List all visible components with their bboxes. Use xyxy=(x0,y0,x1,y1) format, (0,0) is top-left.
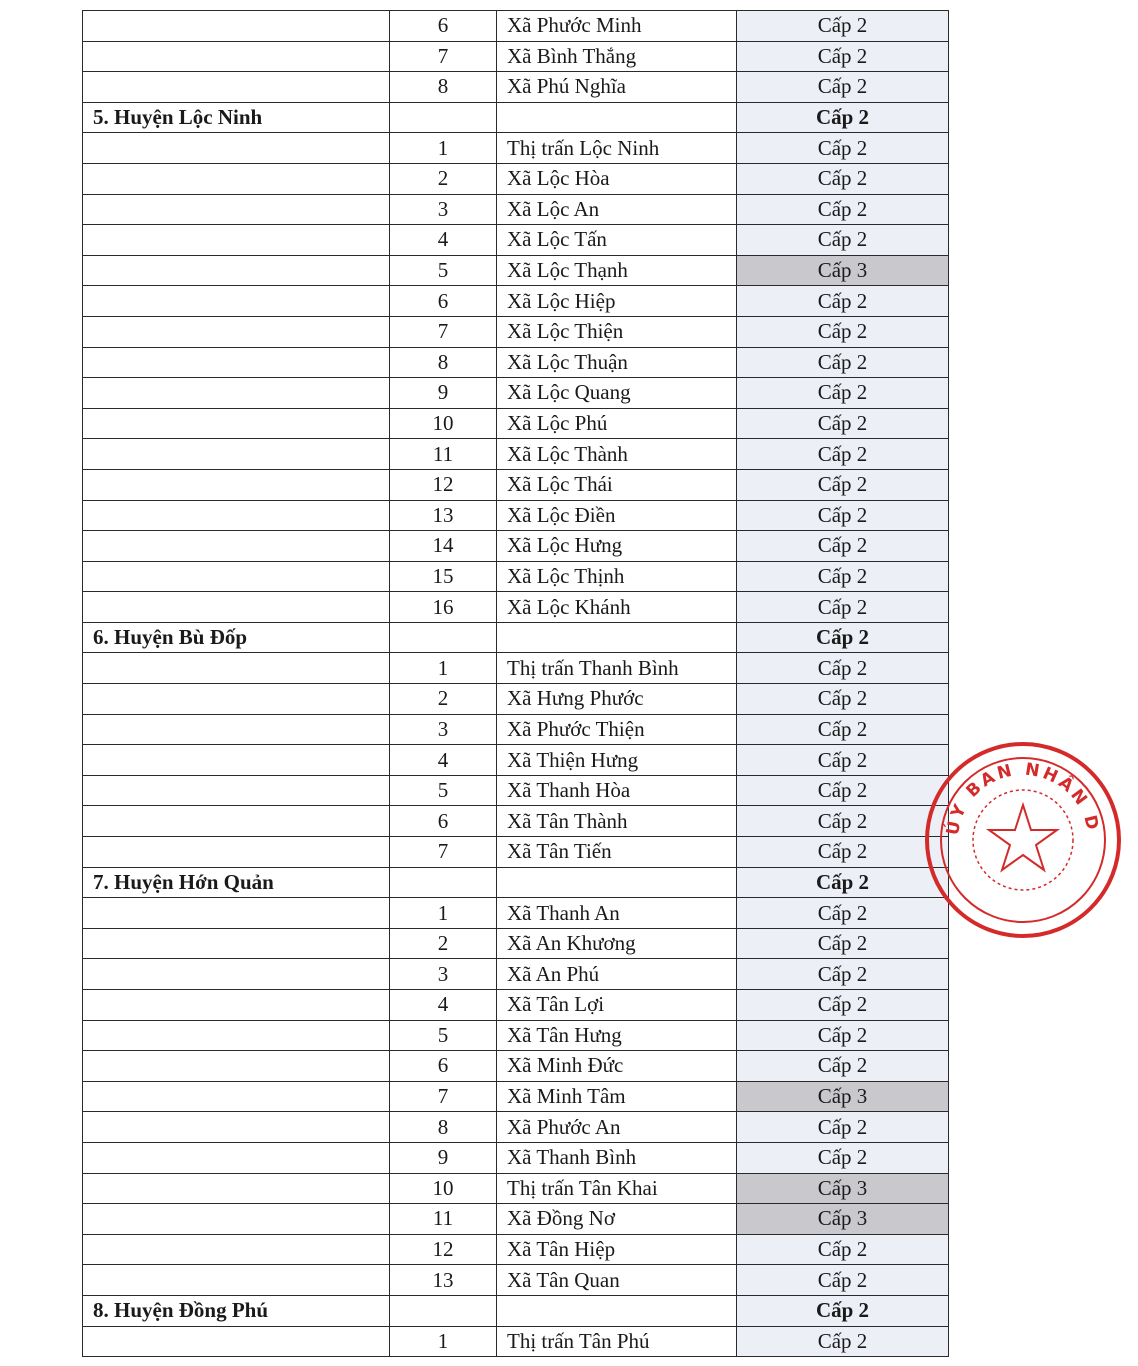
district-level: Cấp 2 xyxy=(737,1295,949,1326)
empty-district-cell xyxy=(83,163,390,194)
empty-number-cell xyxy=(390,102,497,133)
row-number: 8 xyxy=(390,347,497,378)
row-number: 4 xyxy=(390,225,497,256)
empty-district-cell xyxy=(83,531,390,562)
commune-level: Cấp 2 xyxy=(737,72,949,103)
commune-level: Cấp 2 xyxy=(737,745,949,776)
commune-name: Xã Bình Thắng xyxy=(497,41,737,72)
table-row xyxy=(83,1051,949,1082)
commune-name: Thị trấn Thanh Bình xyxy=(497,653,737,684)
commune-name: Xã Lộc Hiệp xyxy=(497,286,737,317)
commune-name: Xã Đồng Nơ xyxy=(497,1204,737,1235)
row-number: 13 xyxy=(390,1265,497,1296)
row-number: 10 xyxy=(390,408,497,439)
commune-level: Cấp 3 xyxy=(737,1173,949,1204)
table-row xyxy=(83,500,949,531)
commune-name: Xã Lộc Thịnh xyxy=(497,561,737,592)
commune-level: Cấp 2 xyxy=(737,837,949,868)
commune-level: Cấp 2 xyxy=(737,1142,949,1173)
commune-name: Xã Tân Thành xyxy=(497,806,737,837)
table-row xyxy=(83,745,949,776)
row-number: 5 xyxy=(390,775,497,806)
row-number: 3 xyxy=(390,959,497,990)
row-number: 12 xyxy=(390,469,497,500)
empty-district-cell xyxy=(83,1204,390,1235)
empty-district-cell xyxy=(83,1265,390,1296)
empty-district-cell xyxy=(83,11,390,42)
empty-district-cell xyxy=(83,745,390,776)
empty-district-cell xyxy=(83,439,390,470)
table-row xyxy=(83,837,949,868)
commune-level: Cấp 2 xyxy=(737,898,949,929)
row-number: 6 xyxy=(390,286,497,317)
table-row xyxy=(83,163,949,194)
commune-name: Xã Lộc Tấn xyxy=(497,225,737,256)
commune-name: Xã Tân Hưng xyxy=(497,1020,737,1051)
commune-level: Cấp 2 xyxy=(737,408,949,439)
empty-district-cell xyxy=(83,347,390,378)
commune-level: Cấp 2 xyxy=(737,806,949,837)
table-row xyxy=(83,592,949,623)
table-row xyxy=(83,378,949,409)
district-name: 8. Huyện Đồng Phú xyxy=(83,1295,390,1326)
commune-name: Xã Minh Tâm xyxy=(497,1081,737,1112)
table-row xyxy=(83,11,949,42)
commune-level: Cấp 2 xyxy=(737,714,949,745)
empty-district-cell xyxy=(83,500,390,531)
table-row xyxy=(83,439,949,470)
empty-district-cell xyxy=(83,592,390,623)
row-number: 1 xyxy=(390,898,497,929)
commune-name: Xã Tân Hiệp xyxy=(497,1234,737,1265)
row-number: 5 xyxy=(390,1020,497,1051)
table-row xyxy=(83,959,949,990)
table-body xyxy=(83,11,949,1357)
commune-level: Cấp 2 xyxy=(737,1051,949,1082)
empty-district-cell xyxy=(83,1326,390,1357)
commune-level: Cấp 2 xyxy=(737,1326,949,1357)
commune-name: Xã An Khương xyxy=(497,928,737,959)
row-number: 7 xyxy=(390,1081,497,1112)
row-number: 16 xyxy=(390,592,497,623)
commune-name: Xã Lộc Hưng xyxy=(497,531,737,562)
empty-district-cell xyxy=(83,775,390,806)
empty-number-cell xyxy=(390,1295,497,1326)
commune-name: Xã Lộc Khánh xyxy=(497,592,737,623)
table-row xyxy=(83,1081,949,1112)
commune-name: Xã Lộc Thành xyxy=(497,439,737,470)
table-row xyxy=(83,408,949,439)
empty-name-cell xyxy=(497,102,737,133)
district-row xyxy=(83,1295,949,1326)
empty-district-cell xyxy=(83,1081,390,1112)
row-number: 8 xyxy=(390,72,497,103)
table-row xyxy=(83,928,949,959)
empty-district-cell xyxy=(83,408,390,439)
commune-name: Xã Lộc Thuận xyxy=(497,347,737,378)
commune-level: Cấp 2 xyxy=(737,775,949,806)
table-row xyxy=(83,684,949,715)
row-number: 9 xyxy=(390,1142,497,1173)
table-row xyxy=(83,1142,949,1173)
commune-level: Cấp 2 xyxy=(737,928,949,959)
commune-level: Cấp 2 xyxy=(737,1234,949,1265)
row-number: 14 xyxy=(390,531,497,562)
commune-level: Cấp 2 xyxy=(737,959,949,990)
empty-number-cell xyxy=(390,622,497,653)
empty-district-cell xyxy=(83,41,390,72)
stamp-seal-icon xyxy=(918,735,1138,945)
empty-district-cell xyxy=(83,561,390,592)
district-name: 5. Huyện Lộc Ninh xyxy=(83,102,390,133)
row-number: 2 xyxy=(390,928,497,959)
commune-name: Thị trấn Tân Phú xyxy=(497,1326,737,1357)
row-number: 7 xyxy=(390,41,497,72)
commune-level: Cấp 2 xyxy=(737,531,949,562)
commune-level: Cấp 2 xyxy=(737,286,949,317)
table-row xyxy=(83,990,949,1021)
commune-name: Xã Lộc Thiện xyxy=(497,316,737,347)
empty-district-cell xyxy=(83,469,390,500)
commune-level: Cấp 3 xyxy=(737,1081,949,1112)
table-row xyxy=(83,1173,949,1204)
table-row xyxy=(83,469,949,500)
commune-level: Cấp 2 xyxy=(737,990,949,1021)
commune-level: Cấp 2 xyxy=(737,439,949,470)
commune-level: Cấp 2 xyxy=(737,1020,949,1051)
commune-name: Xã Lộc Quang xyxy=(497,378,737,409)
table-row xyxy=(83,1204,949,1235)
table-row xyxy=(83,41,949,72)
empty-district-cell xyxy=(83,990,390,1021)
commune-level: Cấp 2 xyxy=(737,378,949,409)
commune-level: Cấp 2 xyxy=(737,500,949,531)
commune-level: Cấp 2 xyxy=(737,163,949,194)
row-number: 6 xyxy=(390,806,497,837)
row-number: 6 xyxy=(390,1051,497,1082)
row-number: 2 xyxy=(390,684,497,715)
empty-district-cell xyxy=(83,653,390,684)
commune-level: Cấp 2 xyxy=(737,469,949,500)
empty-district-cell xyxy=(83,194,390,225)
table-row xyxy=(83,1265,949,1296)
row-number: 4 xyxy=(390,990,497,1021)
row-number: 2 xyxy=(390,163,497,194)
table-row xyxy=(83,1234,949,1265)
commune-level: Cấp 2 xyxy=(737,1112,949,1143)
district-row xyxy=(83,622,949,653)
empty-district-cell xyxy=(83,1142,390,1173)
commune-level: Cấp 2 xyxy=(737,1265,949,1296)
empty-district-cell xyxy=(83,806,390,837)
empty-name-cell xyxy=(497,867,737,898)
empty-district-cell xyxy=(83,959,390,990)
commune-name: Xã Lộc Điền xyxy=(497,500,737,531)
commune-level: Cấp 2 xyxy=(737,684,949,715)
commune-level: Cấp 2 xyxy=(737,225,949,256)
empty-name-cell xyxy=(497,622,737,653)
commune-level: Cấp 2 xyxy=(737,561,949,592)
commune-level: Cấp 2 xyxy=(737,653,949,684)
row-number: 9 xyxy=(390,378,497,409)
commune-name: Xã Tân Lợi xyxy=(497,990,737,1021)
commune-level: Cấp 3 xyxy=(737,255,949,286)
commune-level-table xyxy=(82,10,949,1357)
row-number: 8 xyxy=(390,1112,497,1143)
row-number: 1 xyxy=(390,1326,497,1357)
district-level: Cấp 2 xyxy=(737,867,949,898)
table-row xyxy=(83,255,949,286)
row-number: 15 xyxy=(390,561,497,592)
district-row xyxy=(83,867,949,898)
table-row xyxy=(83,806,949,837)
table-row xyxy=(83,653,949,684)
table-row xyxy=(83,775,949,806)
commune-name: Xã Thanh Hòa xyxy=(497,775,737,806)
district-name: 6. Huyện Bù Đốp xyxy=(83,622,390,653)
commune-name: Xã Lộc Thạnh xyxy=(497,255,737,286)
empty-name-cell xyxy=(497,1295,737,1326)
district-row xyxy=(83,102,949,133)
commune-name: Xã Thanh Bình xyxy=(497,1142,737,1173)
commune-level: Cấp 2 xyxy=(737,592,949,623)
commune-name: Xã Phước Thiện xyxy=(497,714,737,745)
official-red-stamp xyxy=(918,735,1103,945)
empty-number-cell xyxy=(390,867,497,898)
empty-district-cell xyxy=(83,1051,390,1082)
table-row xyxy=(83,72,949,103)
row-number: 10 xyxy=(390,1173,497,1204)
commune-name: Xã Phước An xyxy=(497,1112,737,1143)
table-row xyxy=(83,1020,949,1051)
table-row xyxy=(83,561,949,592)
row-number: 4 xyxy=(390,745,497,776)
empty-district-cell xyxy=(83,316,390,347)
empty-district-cell xyxy=(83,837,390,868)
row-number: 3 xyxy=(390,714,497,745)
table-row xyxy=(83,286,949,317)
empty-district-cell xyxy=(83,255,390,286)
district-name: 7. Huyện Hớn Quản xyxy=(83,867,390,898)
table-row xyxy=(83,316,949,347)
commune-name: Xã Thiện Hưng xyxy=(497,745,737,776)
row-number: 11 xyxy=(390,439,497,470)
svg-text:ỦY BAN NHÂN DÂN: ỦY BAN NHÂN D xyxy=(942,759,1103,837)
row-number: 13 xyxy=(390,500,497,531)
commune-name: Xã Phú Nghĩa xyxy=(497,72,737,103)
empty-district-cell xyxy=(83,714,390,745)
commune-name: Xã Phước Minh xyxy=(497,11,737,42)
commune-level: Cấp 3 xyxy=(737,1204,949,1235)
commune-name: Xã Thanh An xyxy=(497,898,737,929)
commune-name: Xã Minh Đức xyxy=(497,1051,737,1082)
commune-name: Xã Hưng Phước xyxy=(497,684,737,715)
table-row xyxy=(83,133,949,164)
table-row xyxy=(83,898,949,929)
row-number: 11 xyxy=(390,1204,497,1235)
table-row xyxy=(83,347,949,378)
commune-level: Cấp 2 xyxy=(737,347,949,378)
row-number: 1 xyxy=(390,133,497,164)
commune-level: Cấp 2 xyxy=(737,316,949,347)
empty-district-cell xyxy=(83,1112,390,1143)
empty-district-cell xyxy=(83,684,390,715)
row-number: 7 xyxy=(390,837,497,868)
table-row xyxy=(83,1112,949,1143)
table-row xyxy=(83,531,949,562)
table-row xyxy=(83,194,949,225)
empty-district-cell xyxy=(83,928,390,959)
commune-name: Xã An Phú xyxy=(497,959,737,990)
commune-name: Thị trấn Lộc Ninh xyxy=(497,133,737,164)
row-number: 12 xyxy=(390,1234,497,1265)
empty-district-cell xyxy=(83,1234,390,1265)
table-row xyxy=(83,225,949,256)
empty-district-cell xyxy=(83,1020,390,1051)
row-number: 7 xyxy=(390,316,497,347)
empty-district-cell xyxy=(83,286,390,317)
empty-district-cell xyxy=(83,378,390,409)
commune-name: Xã Lộc Thái xyxy=(497,469,737,500)
commune-level: Cấp 2 xyxy=(737,11,949,42)
district-level: Cấp 2 xyxy=(737,622,949,653)
commune-level: Cấp 2 xyxy=(737,133,949,164)
empty-district-cell xyxy=(83,133,390,164)
commune-name: Xã Tân Quan xyxy=(497,1265,737,1296)
commune-level: Cấp 2 xyxy=(737,194,949,225)
commune-name: Thị trấn Tân Khai xyxy=(497,1173,737,1204)
commune-name: Xã Lộc An xyxy=(497,194,737,225)
empty-district-cell xyxy=(83,225,390,256)
commune-level: Cấp 2 xyxy=(737,41,949,72)
table-row xyxy=(83,1326,949,1357)
empty-district-cell xyxy=(83,72,390,103)
empty-district-cell xyxy=(83,1173,390,1204)
commune-name: Xã Lộc Hòa xyxy=(497,163,737,194)
empty-district-cell xyxy=(83,898,390,929)
row-number: 6 xyxy=(390,11,497,42)
table-row xyxy=(83,714,949,745)
commune-name: Xã Tân Tiến xyxy=(497,837,737,868)
row-number: 1 xyxy=(390,653,497,684)
row-number: 5 xyxy=(390,255,497,286)
row-number: 3 xyxy=(390,194,497,225)
district-level: Cấp 2 xyxy=(737,102,949,133)
commune-name: Xã Lộc Phú xyxy=(497,408,737,439)
